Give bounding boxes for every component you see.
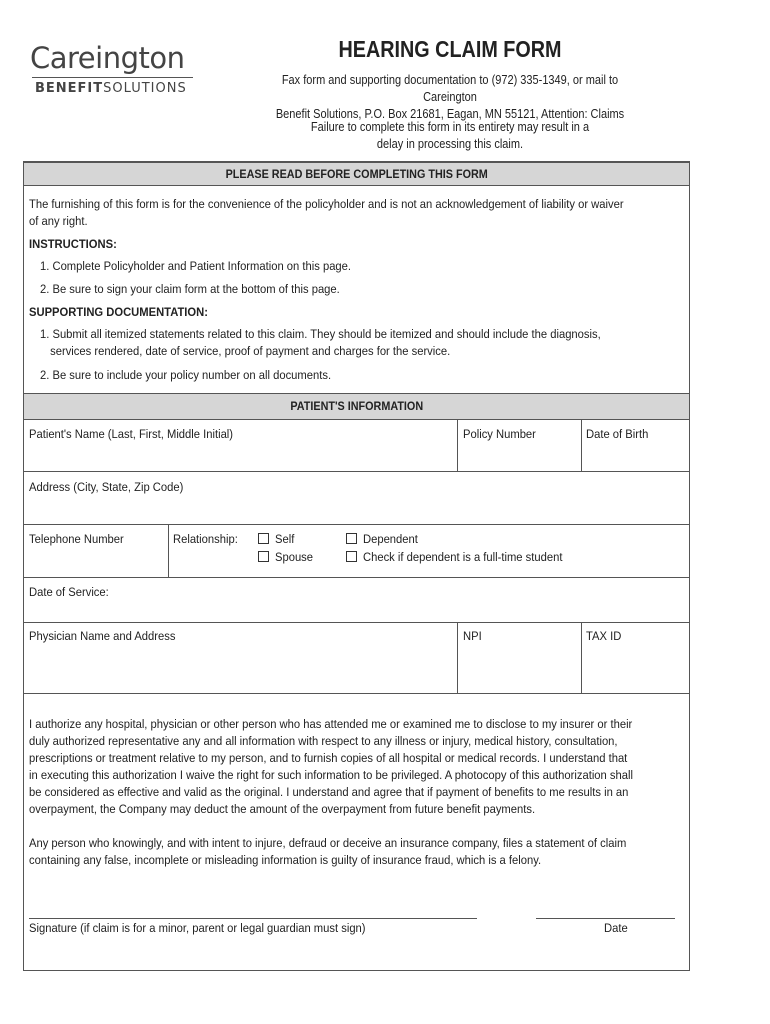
policy-number-field[interactable]: Policy Number xyxy=(463,427,536,441)
supporting-item: 2. Be sure to include your policy number on all documents. xyxy=(40,368,332,382)
read-before-heading: PLEASE READ BEFORE COMPLETING THIS FORM xyxy=(24,162,689,186)
divider xyxy=(581,420,582,471)
spouse-checkbox[interactable]: Spouse xyxy=(258,549,316,566)
patient-name-field[interactable]: Patient's Name (Last, First, Middle Initial) xyxy=(29,427,234,441)
divider xyxy=(168,524,169,577)
date-line[interactable] xyxy=(536,918,675,919)
logo-wordmark: Careington xyxy=(30,41,185,75)
divider xyxy=(24,577,689,578)
careington-logo xyxy=(30,42,195,96)
divider xyxy=(581,622,582,693)
signature-label: Signature (if claim is for a minor, parent or legal guardian must sign) xyxy=(29,921,366,935)
divider xyxy=(24,524,689,525)
divider xyxy=(457,420,458,471)
date-of-service-field[interactable]: Date of Service: xyxy=(29,585,109,599)
checkbox-icon[interactable] xyxy=(346,551,357,562)
logo-subtitle: BENEFITSOLUTIONS xyxy=(35,81,187,96)
dependent-checkbox[interactable]: Dependent xyxy=(346,531,423,548)
self-checkbox[interactable]: Self xyxy=(258,531,296,548)
instruction-item: 2. Be sure to sign your claim form at the bottom of this page. xyxy=(40,282,340,296)
full-time-student-checkbox[interactable]: Check if dependent is a full-time student xyxy=(346,549,580,566)
authorization-text: I authorize any hospital, physician or other person who has attended me or examined me to disclose to my insurer or their duly authorized representative any and all information with respect to any illness or injury, medical history, consultation, prescriptions or treatment relative to my person, and to furnish copies of all hospital or medical records. I understand that in executing this authorization I waive the right for such information to be privileged. A photocopy of this authorization shall be considered as effective and valid as the original. I understand and agree that if payment of benefits to me results in an overpayment, the Company may deduct the amount of the overpayment from future benefit payments. xyxy=(29,717,633,816)
intro-text: The furnishing of this form is for the convenience of the policyholder and is not an acknowledgement of liability or waiver of any right. xyxy=(29,197,624,228)
physician-field[interactable]: Physician Name and Address xyxy=(29,629,176,643)
supporting-heading: SUPPORTING DOCUMENTATION: xyxy=(29,305,208,319)
fax-instructions: Fax form and supporting documentation to (972) 335-1349, or mail to Careington Benefit Solutions, P.O. Box 21681, Eagan, MN 55121, Attention: Claims xyxy=(275,73,625,121)
address-field[interactable]: Address (City, State, Zip Code) xyxy=(29,480,184,494)
date-label: Date xyxy=(604,921,628,935)
supporting-item: 1. Submit all itemized statements related to this claim. They should be itemized and should include the diagnosis, services rendered, date of service, proof of payment and charges for the service. xyxy=(40,327,601,358)
patient-info-heading: PATIENT'S INFORMATION xyxy=(24,393,689,420)
logo-rule xyxy=(32,77,193,78)
checkbox-icon[interactable] xyxy=(258,533,269,544)
date-of-birth-field[interactable]: Date of Birth xyxy=(586,427,649,441)
divider xyxy=(24,622,689,623)
instructions-heading: INSTRUCTIONS: xyxy=(29,237,117,251)
claim-form xyxy=(23,161,690,971)
tax-id-field[interactable]: TAX ID xyxy=(586,629,622,643)
signature-line[interactable] xyxy=(29,918,477,919)
divider xyxy=(24,471,689,472)
checkbox-icon[interactable] xyxy=(346,533,357,544)
form-title: HEARING CLAIM FORM xyxy=(338,36,562,62)
telephone-field[interactable]: Telephone Number xyxy=(29,532,124,546)
relationship-label: Relationship: xyxy=(173,532,238,546)
instruction-item: 1. Complete Policyholder and Patient Information on this page. xyxy=(40,259,352,273)
fraud-warning-text: Any person who knowingly, and with intent to injure, defraud or deceive an insurance company, files a statement of claim containing any false, incomplete or misleading information is guilty of insurance fraud, which is a felony. xyxy=(29,836,627,867)
divider xyxy=(457,622,458,693)
npi-field[interactable]: NPI xyxy=(463,629,482,643)
divider xyxy=(24,693,689,694)
incomplete-warning: Failure to complete this form in its entirety may result in a delay in processing this claim. xyxy=(310,120,590,151)
checkbox-icon[interactable] xyxy=(258,551,269,562)
